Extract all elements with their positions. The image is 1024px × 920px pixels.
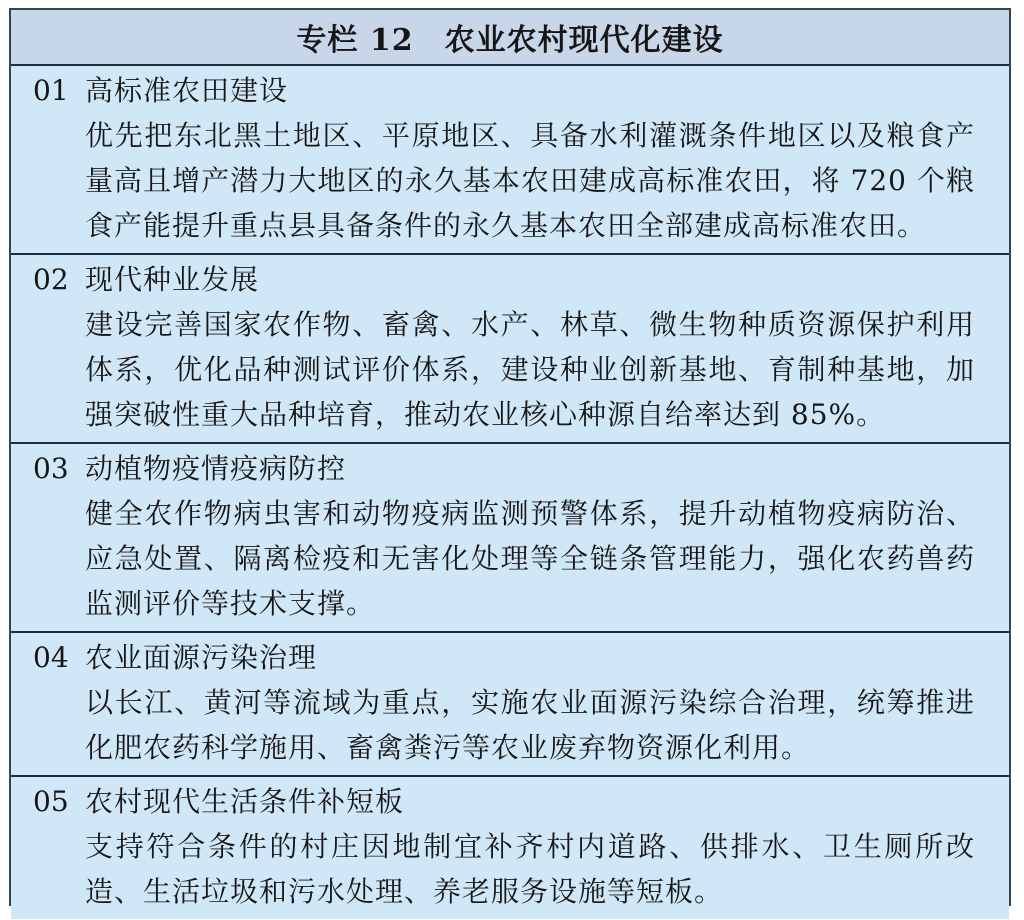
panel-title: 专栏 12 农业农村现代化建设	[296, 23, 724, 58]
panel-header	[11, 10, 1009, 66]
row-body: 建设完善国家农作物、畜禽、水产、林草、微生物种质资源保护利用体系，优化品种测试评价体系，建设种业创新基地、育制种基地，加强突破性重大品种培育，推动农业核心种源自给率达到 85%。	[85, 308, 975, 431]
table-row	[11, 444, 1009, 633]
row-content	[85, 257, 975, 437]
table-row	[11, 66, 1009, 255]
table-row	[11, 777, 1009, 919]
row-heading: 农业面源污染治理	[85, 641, 318, 674]
row-number: 01	[33, 74, 69, 107]
row-number: 04	[33, 641, 69, 674]
row-content	[85, 68, 975, 248]
row-number: 05	[33, 785, 69, 818]
row-heading: 高标准农田建设	[85, 74, 289, 107]
row-content	[85, 446, 975, 626]
table-row	[11, 633, 1009, 777]
row-body: 优先把东北黑土地区、平原地区、具备水利灌溉条件地区以及粮食产量高且增产潜力大地区的永久基本农田建成高标准农田，将 720 个粮食产能提升重点县具备条件的永久基本农田全部建成高标准农田。	[85, 119, 975, 242]
info-box-panel	[9, 8, 1011, 906]
row-heading: 农村现代生活条件补短板	[85, 785, 405, 818]
row-heading: 现代种业发展	[85, 263, 260, 296]
row-number: 02	[33, 263, 69, 296]
panel-rows	[11, 66, 1009, 919]
row-body: 以长江、黄河等流域为重点，实施农业面源污染综合治理，统筹推进化肥农药科学施用、畜禽粪污等农业废弃物资源化利用。	[85, 686, 975, 764]
row-content	[85, 779, 975, 914]
row-body: 支持符合条件的村庄因地制宜补齐村内道路、供排水、卫生厕所改造、生活垃圾和污水处理、养老服务设施等短板。	[85, 830, 975, 908]
table-row	[11, 255, 1009, 444]
row-number: 03	[33, 452, 69, 485]
row-content	[85, 635, 975, 770]
row-heading: 动植物疫情疫病防控	[85, 452, 347, 485]
row-body: 健全农作物病虫害和动物疫病监测预警体系，提升动植物疫病防治、应急处置、隔离检疫和无害化处理等全链条管理能力，强化农药兽药监测评价等技术支撑。	[85, 497, 975, 620]
